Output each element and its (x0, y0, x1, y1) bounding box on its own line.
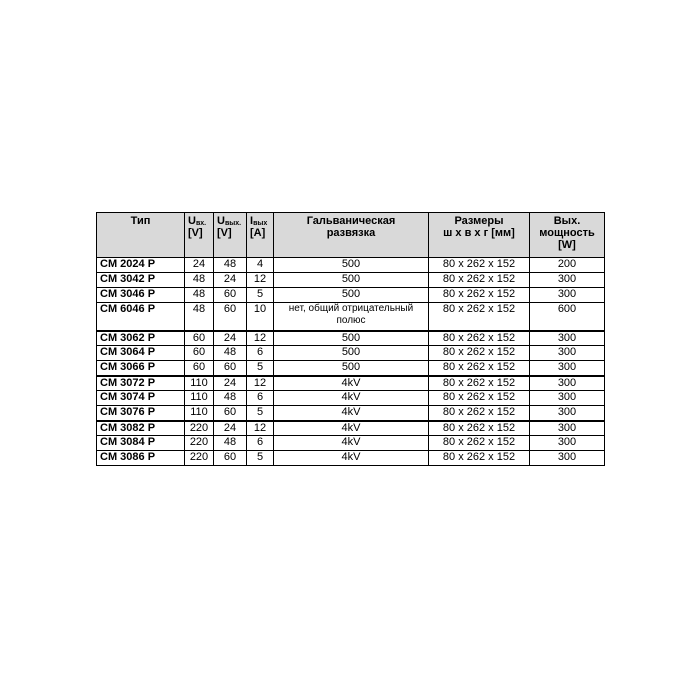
dimensions-cell: 80 x 262 x 152 (429, 303, 530, 331)
header-i-out: $I_{вых}$ [A] (247, 213, 274, 258)
u-in-cell: 60 (185, 346, 214, 361)
table-row (97, 436, 605, 451)
model-cell: CM 3062 P (97, 331, 185, 346)
i-out-cell: 5 (247, 406, 274, 421)
u-out-cell: 48 (214, 258, 247, 273)
power-cell: 200 (530, 258, 605, 273)
u-out-cell: 24 (214, 376, 247, 391)
power-cell: 600 (530, 303, 605, 331)
header-power: Вых. мощность [W] (530, 213, 605, 258)
dimensions-cell: 80 x 262 x 152 (429, 273, 530, 288)
galvanic-cell: 500 (274, 331, 429, 346)
model-cell: CM 3074 P (97, 391, 185, 406)
header-dimensions: Размеры ш х в х г [мм] (429, 213, 530, 258)
dimensions-cell: 80 x 262 x 152 (429, 288, 530, 303)
u-in-cell: 110 (185, 376, 214, 391)
table-row (97, 406, 605, 421)
galvanic-cell: 4kV (274, 376, 429, 391)
dimensions-cell: 80 x 262 x 152 (429, 406, 530, 421)
header-type: Тип (97, 213, 185, 258)
model-cell: CM 3086 P (97, 451, 185, 466)
dimensions-cell: 80 x 262 x 152 (429, 346, 530, 361)
model-cell: CM 3072 P (97, 376, 185, 391)
model-cell: CM 3064 P (97, 346, 185, 361)
table-row (97, 288, 605, 303)
table-row (97, 273, 605, 288)
galvanic-cell: 4kV (274, 406, 429, 421)
table-row (97, 421, 605, 436)
table-row (97, 346, 605, 361)
i-out-cell: 12 (247, 331, 274, 346)
header-u-out: $U_{вых.}$ [V] (214, 213, 247, 258)
model-cell: CM 3076 P (97, 406, 185, 421)
u-in-cell: 60 (185, 331, 214, 346)
galvanic-cell: 500 (274, 273, 429, 288)
i-out-cell: 10 (247, 303, 274, 331)
dimensions-cell: 80 x 262 x 152 (429, 376, 530, 391)
power-cell: 300 (530, 331, 605, 346)
i-out-cell: 5 (247, 288, 274, 303)
u-out-cell: 24 (214, 273, 247, 288)
galvanic-cell: 500 (274, 361, 429, 376)
u-out-cell: 60 (214, 303, 247, 331)
u-out-cell: 48 (214, 391, 247, 406)
table-row (97, 258, 605, 273)
u-in-cell: 220 (185, 421, 214, 436)
table-row (97, 451, 605, 466)
i-out-cell: 6 (247, 436, 274, 451)
galvanic-cell: 4kV (274, 391, 429, 406)
u-out-cell: 60 (214, 406, 247, 421)
i-out-cell: 6 (247, 346, 274, 361)
dimensions-cell: 80 x 262 x 152 (429, 436, 530, 451)
power-cell: 300 (530, 406, 605, 421)
i-out-cell: 6 (247, 391, 274, 406)
u-out-cell: 60 (214, 451, 247, 466)
power-cell: 300 (530, 361, 605, 376)
u-in-cell: 48 (185, 273, 214, 288)
power-cell: 300 (530, 436, 605, 451)
i-out-cell: 12 (247, 273, 274, 288)
i-out-cell: 4 (247, 258, 274, 273)
u-in-cell: 220 (185, 436, 214, 451)
u-out-cell: 60 (214, 361, 247, 376)
dimensions-cell: 80 x 262 x 152 (429, 451, 530, 466)
table-body (97, 258, 605, 466)
u-out-cell: 48 (214, 436, 247, 451)
power-cell: 300 (530, 273, 605, 288)
galvanic-cell: 4kV (274, 451, 429, 466)
u-in-cell: 24 (185, 258, 214, 273)
power-cell: 300 (530, 376, 605, 391)
model-cell: CM 3042 P (97, 273, 185, 288)
model-cell: CM 6046 P (97, 303, 185, 331)
i-out-cell: 12 (247, 421, 274, 436)
i-out-cell: 5 (247, 361, 274, 376)
model-cell: CM 2024 P (97, 258, 185, 273)
galvanic-cell: 500 (274, 288, 429, 303)
table-row (97, 391, 605, 406)
model-cell: CM 3046 P (97, 288, 185, 303)
galvanic-cell: нет, общий отрицательный полюс (274, 303, 429, 331)
table-row (97, 331, 605, 346)
model-cell: CM 3082 P (97, 421, 185, 436)
u-out-cell: 48 (214, 346, 247, 361)
u-in-cell: 220 (185, 451, 214, 466)
power-cell: 300 (530, 391, 605, 406)
galvanic-cell: 4kV (274, 436, 429, 451)
galvanic-cell: 500 (274, 346, 429, 361)
u-in-cell: 110 (185, 391, 214, 406)
table-row (97, 376, 605, 391)
table-row (97, 361, 605, 376)
power-cell: 300 (530, 346, 605, 361)
dimensions-cell: 80 x 262 x 152 (429, 331, 530, 346)
power-cell: 300 (530, 421, 605, 436)
dimensions-cell: 80 x 262 x 152 (429, 391, 530, 406)
u-out-cell: 24 (214, 331, 247, 346)
header-u-in: $U_{вх.}$ [V] (185, 213, 214, 258)
u-in-cell: 60 (185, 361, 214, 376)
model-cell: CM 3084 P (97, 436, 185, 451)
i-out-cell: 5 (247, 451, 274, 466)
table-row (97, 303, 605, 331)
u-in-cell: 48 (185, 303, 214, 331)
i-out-cell: 12 (247, 376, 274, 391)
spec-table (96, 212, 605, 466)
dimensions-cell: 80 x 262 x 152 (429, 258, 530, 273)
header-row (97, 213, 605, 258)
dimensions-cell: 80 x 262 x 152 (429, 361, 530, 376)
galvanic-cell: 4kV (274, 421, 429, 436)
dimensions-cell: 80 x 262 x 152 (429, 421, 530, 436)
u-in-cell: 48 (185, 288, 214, 303)
table-header (97, 213, 605, 258)
u-in-cell: 110 (185, 406, 214, 421)
header-galvanic: Гальваническая развязка (274, 213, 429, 258)
power-cell: 300 (530, 288, 605, 303)
u-out-cell: 60 (214, 288, 247, 303)
power-cell: 300 (530, 451, 605, 466)
u-out-cell: 24 (214, 421, 247, 436)
model-cell: CM 3066 P (97, 361, 185, 376)
galvanic-cell: 500 (274, 258, 429, 273)
